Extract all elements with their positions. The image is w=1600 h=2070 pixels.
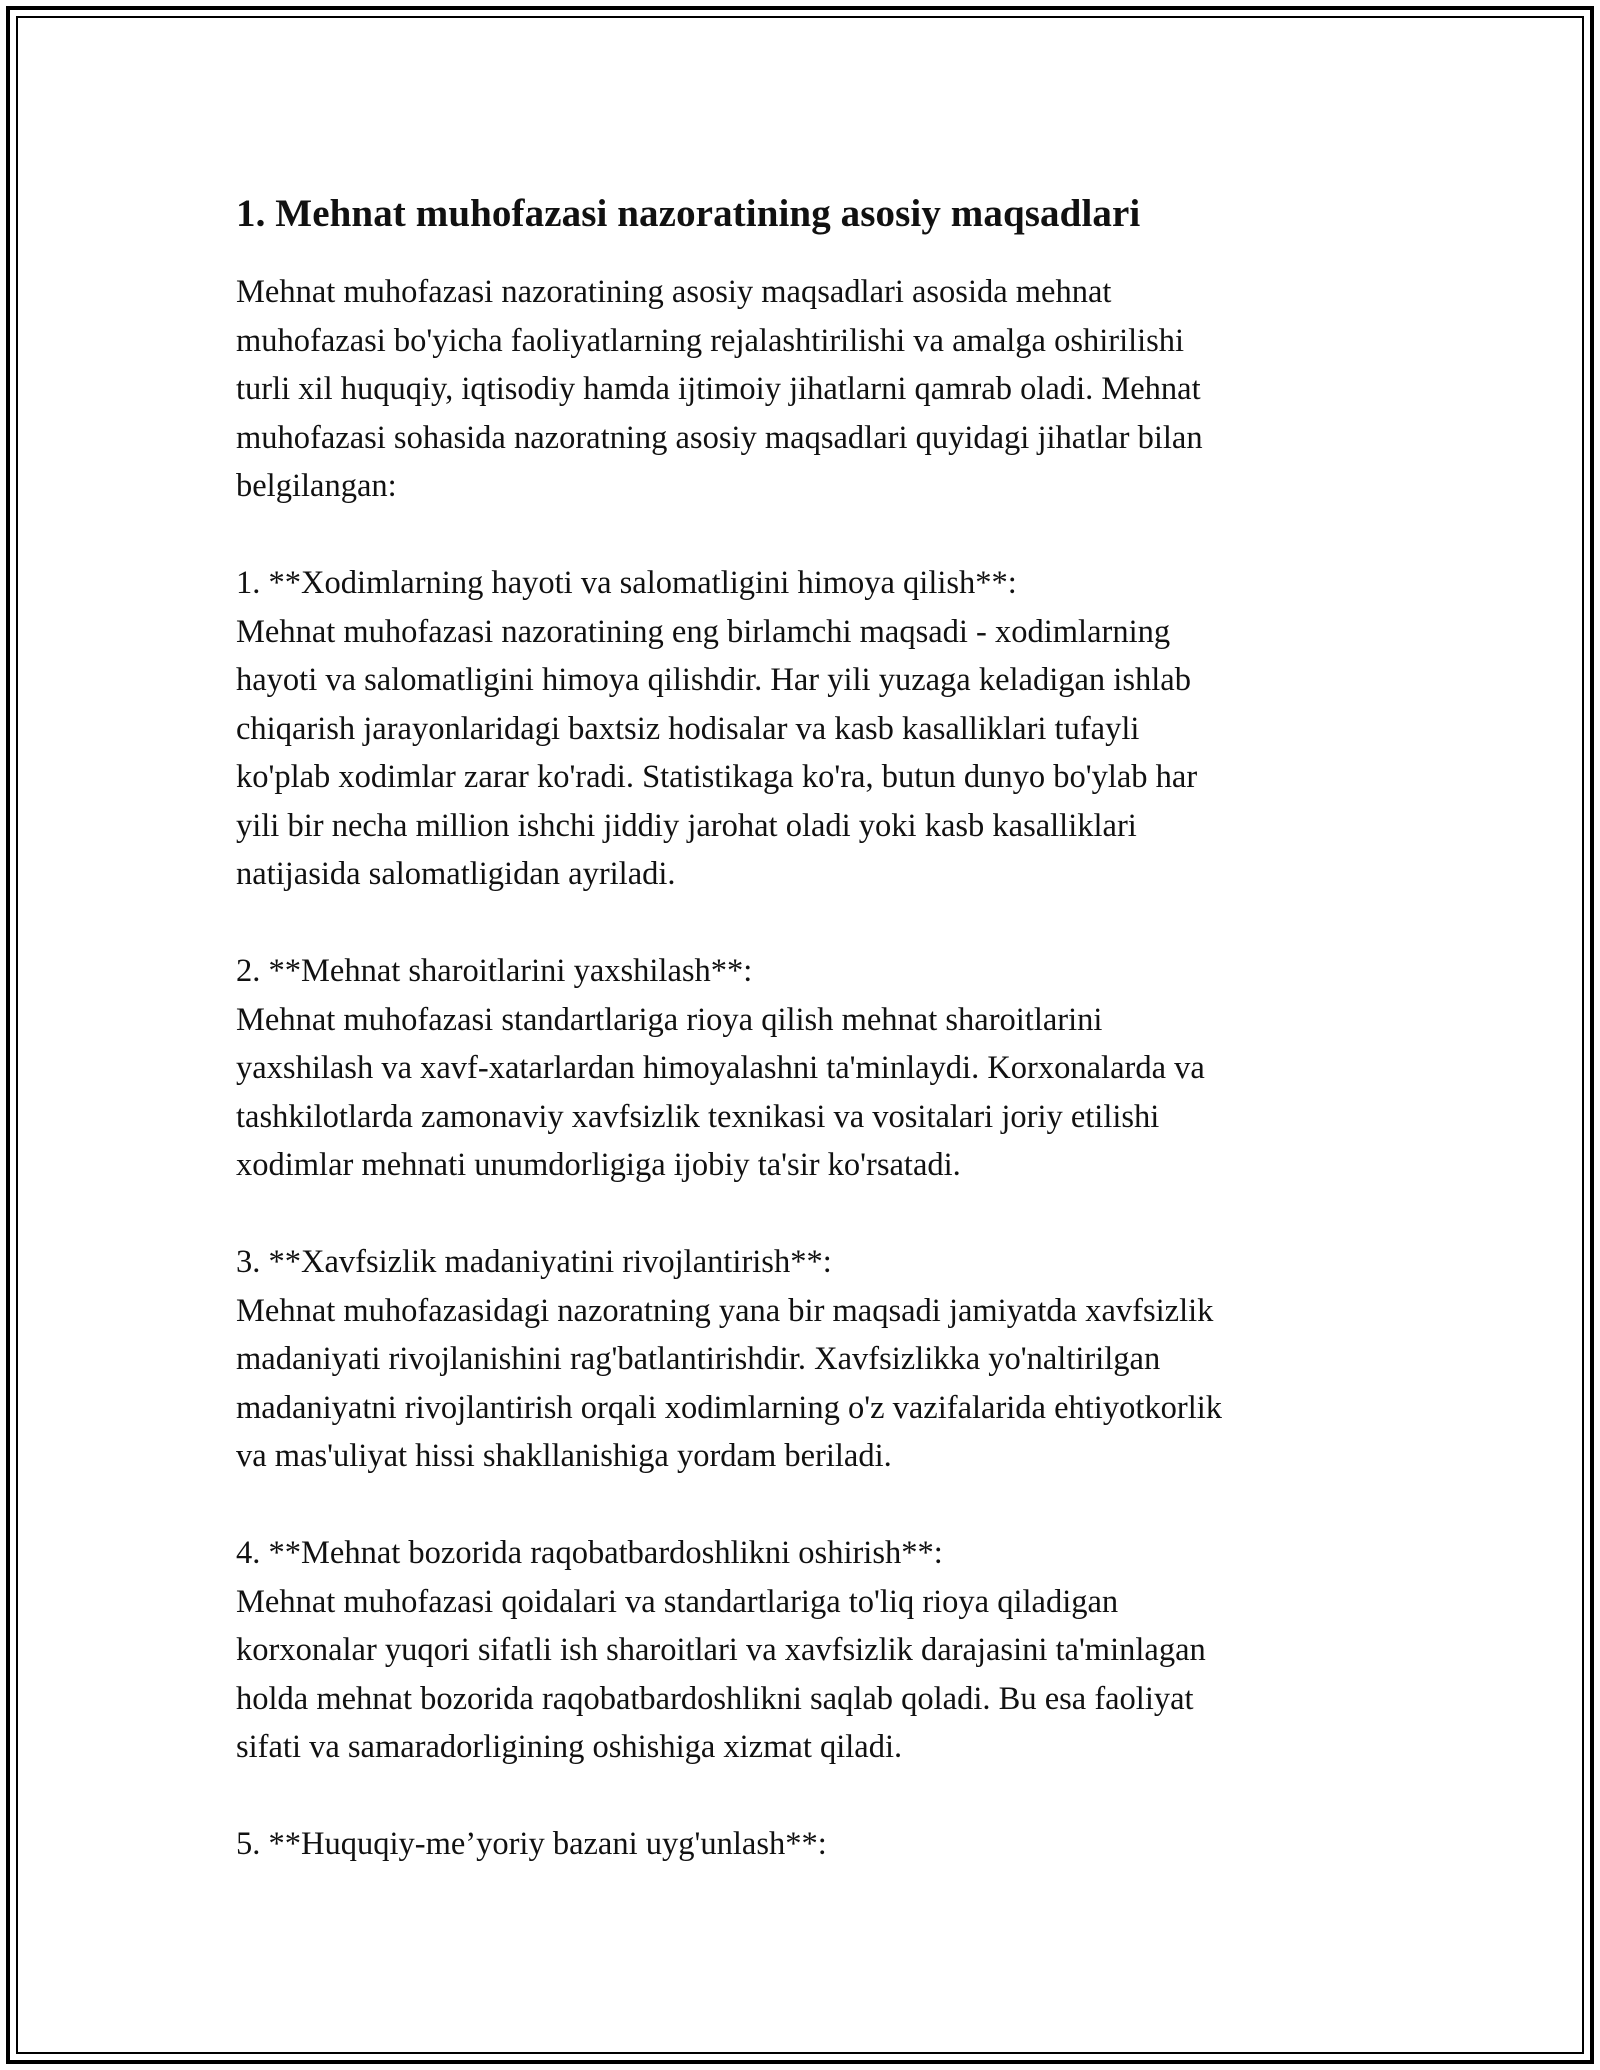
- list-item-2: [236, 947, 1376, 1190]
- document-body: [236, 188, 1376, 1869]
- list-item-3-title: 3. **Xavfsizlik madaniyatini rivojlantirish**:: [236, 1244, 832, 1280]
- list-item-4: [236, 1529, 1376, 1772]
- list-item-1: [236, 559, 1376, 899]
- intro-paragraph: Mehnat muhofazasi nazoratining asosiy maqsadlari asosida mehnat muhofazasi bo'yicha faoliyatlarning rejalashtirilishi va amalga oshirilishi turli xil huquqiy, iqtisodiy hamda ijtimoiy jihatlarni qamrab oladi. Mehnat muhofazasi sohasida nazoratning asosiy maqsadlari quyidagi jihatlar bilan belgilangan:: [236, 274, 1203, 504]
- list-item-1-title: 1. **Xodimlarning hayoti va salomatligini himoya qilish**:: [236, 565, 1017, 601]
- list-item-4-title: 4. **Mehnat bozorida raqobatbardoshlikni oshirish**:: [236, 1535, 943, 1571]
- list-item-5: [236, 1820, 1376, 1869]
- list-item-1-body: Mehnat muhofazasi nazoratining eng birlamchi maqsadi - xodimlarning hayoti va salomatligini himoya qilishdir. Har yili yuzaga keladigan ishlab chiqarish jarayonlaridagi baxtsiz hodisalar va kasb kasalliklari tufayli ko'plab xodimlar zarar ko'radi. Statistikaga ko'ra, butun dunyo bo'ylab har yili bir necha million ishchi jiddiy jarohat oladi yoki kasb kasalliklari natijasida salomatligidan ayriladi.: [236, 613, 1198, 892]
- list-item-3-body: Mehnat muhofazasidagi nazoratning yana bir maqsadi jamiyatda xavfsizlik madaniyati rivojlanishini rag'batlantirishdir. Xavfsizlikka yo'naltirilgan madaniyatni rivojlantirish orqali xodimlarning o'z vazifalarida ehtiyotkorlik va mas'uliyat hissi shakllanishiga yordam beriladi.: [236, 1292, 1222, 1474]
- list-item-5-title: 5. **Huquqiy-me’yoriy bazani uyg'unlash**:: [236, 1826, 827, 1862]
- section-heading: 1. Mehnat muhofazasi nazoratining asosiy maqsadlari: [236, 192, 1141, 235]
- list-item-3: [236, 1238, 1376, 1481]
- list-item-4-body: Mehnat muhofazasi qoidalari va standartlariga to'liq rioya qiladigan korxonalar yuqori sifatli ish sharoitlari va xavfsizlik darajasini ta'minlagan holda mehnat bozorida raqobatbardoshlikni saqlab qoladi. Bu esa faoliyat sifati va samaradorligining oshishiga xizmat qiladi.: [236, 1583, 1206, 1765]
- list-item-2-title: 2. **Mehnat sharoitlarini yaxshilash**:: [236, 953, 753, 989]
- list-item-2-body: Mehnat muhofazasi standartlariga rioya qilish mehnat sharoitlarini yaxshilash va xavf-xatarlardan himoyalashni ta'minlaydi. Korxonalarda va tashkilotlarda zamonaviy xavfsizlik texnikasi va vositalari joriy etilishi xodimlar mehnati unumdorligiga ijobiy ta'sir ko'rsatadi.: [236, 1001, 1205, 1183]
